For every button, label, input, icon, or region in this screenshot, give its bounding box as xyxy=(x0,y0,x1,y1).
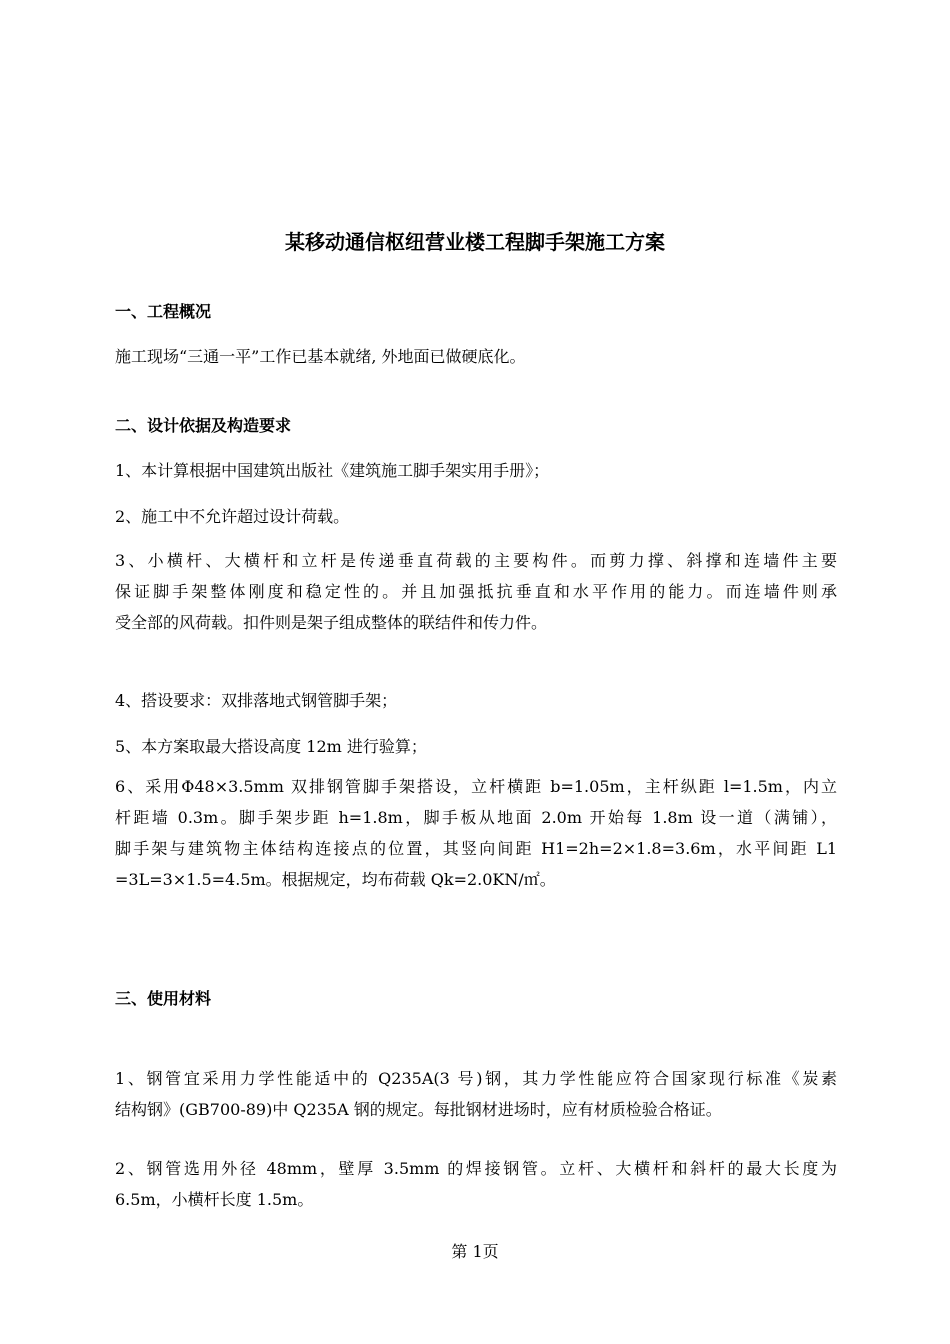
section-heading-design-basis: 二、设计依据及构造要求 xyxy=(115,416,292,435)
text-line: 2、钢管选用外径 48mm，壁厚 3.5mm 的焊接钢管。立杆、大横杆和斜杆的最大长度为 xyxy=(115,1159,837,1178)
text-line: 保证脚手架整体刚度和稳定性的。并且加强抵抗垂直和水平作用的能力。而连墙件则承 xyxy=(115,582,837,601)
section-heading-materials: 三、使用材料 xyxy=(115,989,212,1008)
text-line: 4、搭设要求：双排落地式钢管脚手架； xyxy=(115,691,398,710)
paragraph-item-1 xyxy=(115,455,837,486)
text-line: 2、施工中不允许超过设计荷载。 xyxy=(115,507,350,526)
paragraph-item-3 xyxy=(115,545,837,638)
text-line: 结构钢》(GB700-89)中 Q235A 钢的规定。每批钢材进场时，应有材质检验合格证。 xyxy=(115,1100,722,1119)
text-line: 1、钢管宜采用力学性能适中的 Q235A(3 号)钢，其力学性能应符合国家现行标准《炭素 xyxy=(115,1069,837,1088)
paragraph-item-4 xyxy=(115,685,837,716)
text-line: 受全部的风荷载。扣件则是架子组成整体的联结件和传力件。 xyxy=(115,613,548,632)
paragraph-material-2 xyxy=(115,1153,837,1215)
document-title: 某移动通信枢纽营业楼工程脚手架施工方案 xyxy=(285,230,665,254)
paragraph-item-6 xyxy=(115,771,837,895)
text-line: 脚手架与建筑物主体结构连接点的位置，其竖向间距 H1=2h=2×1.8=3.6m，水平间距 L1 xyxy=(115,839,837,858)
paragraph-site-status xyxy=(115,341,837,372)
text-line: 施工现场“三通一平”工作已基本就绪, 外地面已做硬底化。 xyxy=(115,347,526,366)
paragraph-item-5 xyxy=(115,731,837,762)
section-heading-overview: 一、工程概况 xyxy=(115,302,212,321)
text-line: =3L=3×1.5=4.5m。根据规定，均布荷载 Qk=2.0KN/㎡。 xyxy=(115,870,556,889)
text-line: 5、本方案取最大搭设高度 12m 进行验算； xyxy=(115,737,427,756)
text-line: 6.5m，小横杆长度 1.5m。 xyxy=(115,1190,314,1209)
paragraph-material-1 xyxy=(115,1063,837,1125)
text-line: 6、采用Φ48×3.5mm 双排钢管脚手架搭设，立杆横距 b=1.05m，主杆纵距 l=1.5m，内立 xyxy=(115,777,837,796)
page-number: 第 1页 xyxy=(451,1242,499,1261)
text-line: 1、本计算根据中国建筑出版社《建筑施工脚手架实用手册》； xyxy=(115,461,550,480)
paragraph-item-2 xyxy=(115,501,837,532)
text-line: 3、小横杆、大横杆和立杆是传递垂直荷载的主要构件。而剪力撑、斜撑和连墙件主要 xyxy=(115,551,837,570)
text-line: 杆距墙 0.3m。脚手架步距 h=1.8m，脚手板从地面 2.0m 开始每 1.8m 设一道（满铺）， xyxy=(115,808,837,827)
